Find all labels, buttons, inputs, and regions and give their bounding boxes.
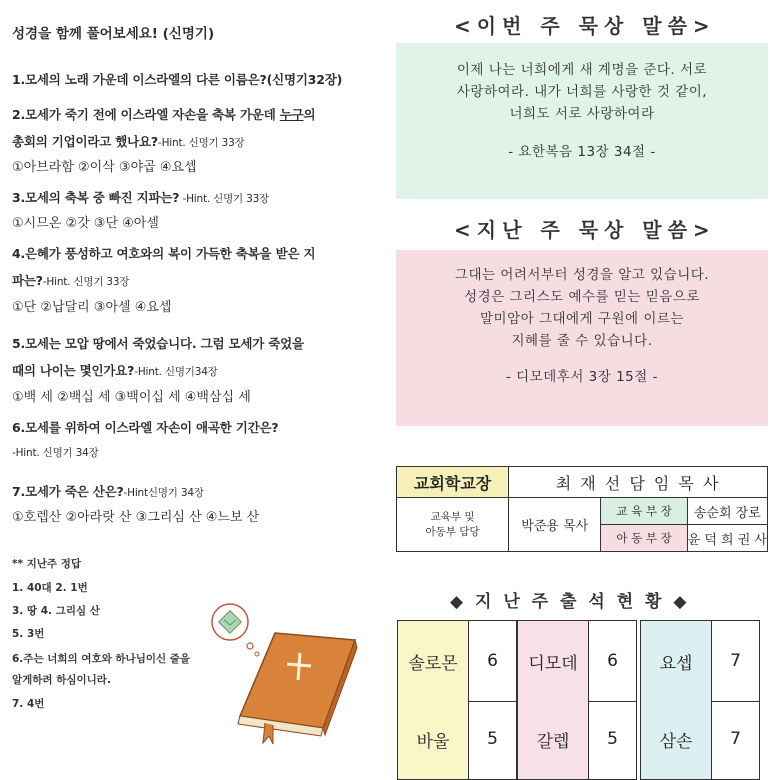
question-3: 3.모세의 축복 중 빠진 지파는? -Hint. 신명기 33장: [12, 190, 270, 205]
answer-line-5: 알게하려 하심이니라.: [12, 674, 111, 686]
attendance-group-name: 바울: [398, 699, 469, 779]
question-5-line1: 5.모세는 모압 땅에서 죽었습니다. 그럼 모세가 죽었을: [12, 336, 304, 351]
this-week-line-1: 이제 나는 너희에게 새 계명을 준다. 서로: [456, 62, 708, 78]
question-2-line2: 총회의 기업이라고 했나요?-Hint. 신명기 33장: [12, 134, 245, 149]
attendance-group-count: 5: [487, 729, 498, 749]
question-6: 6.모세를 위하여 이스라엘 자손이 애곡한 기간은?: [12, 420, 279, 435]
attendance-group-count: 7: [730, 729, 741, 749]
attendance-group-name: 솔로몬: [398, 621, 469, 701]
this-week-reference: - 요한복음 13장 34절 -: [508, 144, 656, 160]
question-5-line2: 때의 나이는 몇인가요?-Hint. 신명기34장: [12, 363, 218, 378]
answer-line-1: 1. 40대 2. 1번: [12, 582, 88, 594]
attendance-group: [640, 620, 760, 702]
answer-line-6: 7. 4번: [12, 698, 45, 710]
attendance-group-name: 디모데: [518, 621, 589, 701]
answer-line-2: 3. 땅 4. 그리심 산: [12, 605, 100, 617]
this-week-line-3: 너희도 서로 사랑하여라: [509, 106, 655, 122]
dept1-name: 송순회 장로: [687, 498, 767, 525]
attendance-group: [517, 699, 637, 780]
attendance-group-count: 6: [487, 651, 498, 671]
attendance-group-count: 7: [730, 651, 741, 671]
question-2-line1: 2.모세가 죽기 전에 이스라엘 자손을 축복 가운데 누구의: [12, 107, 316, 122]
last-week-line-1: 그대는 어려서부터 성경을 알고 있습니다.: [454, 267, 710, 283]
quiz-title: 성경을 함께 풀어보세요! (신명기): [12, 26, 215, 42]
last-week-line-3: 말미암아 그대에게 구원에 이르는: [480, 311, 684, 327]
this-week-line-2: 사랑하여라. 내가 너희를 사랑한 것 같이,: [456, 84, 708, 100]
question-7-options: ①호렙산 ②아라랏 산 ③그리심 산 ④느보 산: [12, 510, 260, 525]
attendance-group-name: 삼손: [641, 699, 712, 779]
question-2-options: ①아브라함 ②이삭 ③야곱 ④요셉: [12, 160, 197, 175]
dept1-label: 교 육 부 장: [601, 498, 687, 525]
attendance-group-count: 5: [607, 729, 618, 749]
last-week-line-4: 지혜를 줄 수 있습니다.: [511, 333, 653, 349]
attendance-heading: ◆ 지 난 주 출 석 현 황 ◆: [450, 592, 690, 612]
education-dept-name: 박준용 목사: [509, 498, 601, 552]
attendance-group-name: 요셉: [641, 621, 712, 701]
question-6-hint: -Hint. 신명기 34장: [12, 447, 99, 459]
this-week-heading: <이번 주 묵상 말씀>: [454, 14, 716, 38]
question-3-options: ①시므온 ②갓 ③단 ④아셀: [12, 216, 159, 231]
education-dept-label: 교육부 및 아동부 담당: [397, 498, 509, 552]
dept2-label: 아 동 부 장: [601, 525, 687, 552]
question-4-line1: 4.은혜가 풍성하고 여호와의 복이 가득한 축복을 받은 지: [12, 246, 316, 261]
last-week-heading: <지난 주 묵상 말씀>: [454, 218, 716, 242]
attendance-group: [397, 699, 517, 780]
attendance-group-count: 6: [607, 651, 618, 671]
attendance-group: [640, 699, 760, 780]
answers-title: ** 지난주 정답: [12, 558, 82, 570]
bible-book-icon: [205, 598, 370, 748]
attendance-group: [397, 620, 517, 702]
last-week-reference: - 디모데후서 3장 15절 -: [506, 369, 658, 385]
question-4-options: ①단 ②납달리 ③아셀 ④요셉: [12, 300, 172, 315]
last-week-line-2: 성경은 그리스도 예수를 믿는 믿음으로: [464, 289, 700, 305]
question-4-line2: 파는?-Hint. 신명기 33장: [12, 273, 130, 288]
answer-line-3: 5. 3번: [12, 628, 45, 640]
attendance-group-name: 갈렙: [518, 699, 589, 779]
question-7: 7.모세가 죽은 산은?-Hint신명기 34장: [12, 484, 204, 499]
principal-name: 최 재 선 담 임 목 사: [509, 467, 768, 498]
principal-label: 교회학교장: [397, 467, 509, 498]
staff-table: [396, 466, 768, 552]
dept2-name: 윤 덕 희 권 사: [687, 525, 767, 552]
attendance-group: [517, 620, 637, 702]
this-week-verse-box: [396, 43, 768, 199]
question-5-options: ①백 세 ②백십 세 ③백이십 세 ④백삼십 세: [12, 390, 251, 405]
last-week-verse-box: [396, 250, 768, 426]
answer-line-4: 6.주는 너희의 여호와 하나님이신 줄을: [12, 653, 191, 665]
question-1: 1.모세의 노래 가운데 이스라엘의 다른 이름은?(신명기32장): [12, 72, 343, 87]
